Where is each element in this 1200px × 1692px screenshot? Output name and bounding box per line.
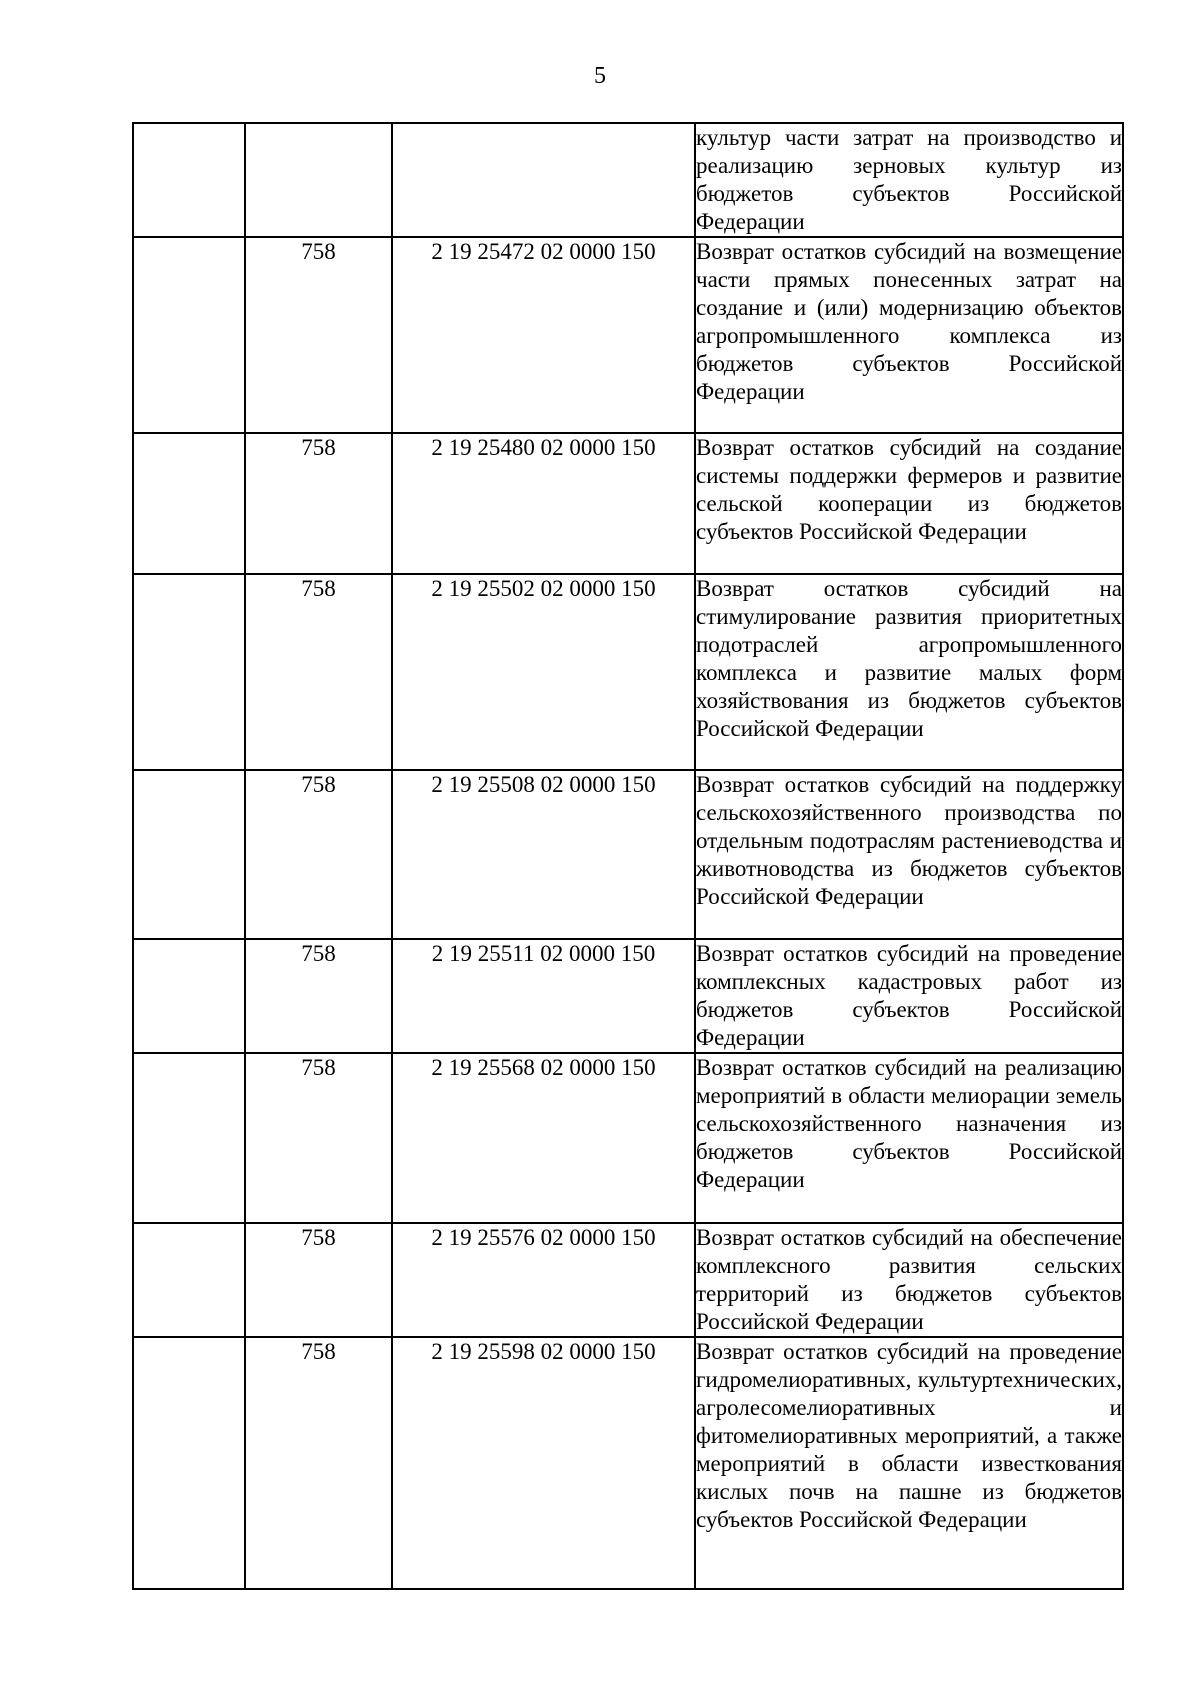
budget-classification-table: [132, 122, 1124, 1590]
description-cell: Возврат остатков субсидий на обеспечение комплексного развития сельских территорий из бюджетов субъектов Российской Федерации: [695, 1223, 1123, 1337]
table-row: [133, 770, 1123, 939]
description-cell: Возврат остатков субсидий на возмещение части прямых понесенных затрат на создание и (или) модернизацию объектов агропромышленного комплекса из бюджетов субъектов Российской Федерации: [695, 237, 1123, 433]
page-number: 5: [594, 63, 606, 89]
empty-cell: [133, 1223, 245, 1337]
admin-code-cell: 758: [245, 574, 392, 770]
table-row: [133, 574, 1123, 770]
kbk-code-cell: 2 19 25472 02 0000 150: [392, 237, 695, 433]
table-row: [133, 237, 1123, 433]
table-row: [133, 123, 1123, 237]
admin-code-cell: [245, 123, 392, 237]
empty-cell: [133, 1053, 245, 1223]
kbk-code-cell: 2 19 25568 02 0000 150: [392, 1053, 695, 1223]
description-cell: Возврат остатков субсидий на стимулирование развития приоритетных подотраслей агропромышленного комплекса и развитие малых форм хозяйствования из бюджетов субъектов Российской Федерации: [695, 574, 1123, 770]
table-row: [133, 1053, 1123, 1223]
table-row: [133, 939, 1123, 1053]
description-cell: Возврат остатков субсидий на создание системы поддержки фермеров и развитие сельской кооперации из бюджетов субъектов Российской Федерации: [695, 433, 1123, 574]
table-row: [133, 1337, 1123, 1589]
description-cell: культур части затрат на производство и реализацию зерновых культур из бюджетов субъектов Российской Федерации: [695, 123, 1123, 237]
empty-cell: [133, 574, 245, 770]
empty-cell: [133, 939, 245, 1053]
empty-cell: [133, 123, 245, 237]
admin-code-cell: 758: [245, 1053, 392, 1223]
kbk-code-cell: 2 19 25511 02 0000 150: [392, 939, 695, 1053]
empty-cell: [133, 770, 245, 939]
kbk-code-cell: 2 19 25502 02 0000 150: [392, 574, 695, 770]
empty-cell: [133, 433, 245, 574]
kbk-code-cell: 2 19 25598 02 0000 150: [392, 1337, 695, 1589]
description-cell: Возврат остатков субсидий на проведение комплексных кадастровых работ из бюджетов субъектов Российской Федерации: [695, 939, 1123, 1053]
kbk-code-cell: 2 19 25480 02 0000 150: [392, 433, 695, 574]
kbk-code-cell: [392, 123, 695, 237]
admin-code-cell: 758: [245, 433, 392, 574]
admin-code-cell: 758: [245, 237, 392, 433]
admin-code-cell: 758: [245, 1223, 392, 1337]
description-cell: Возврат остатков субсидий на проведение гидромелиоративных, культуртехнических, агролесомелиоративных и фитомелиоративных мероприятий, а также мероприятий в области известкования кислых почв на пашне из бюджетов субъектов Российской Федерации: [695, 1337, 1123, 1589]
kbk-code-cell: 2 19 25508 02 0000 150: [392, 770, 695, 939]
description-cell: Возврат остатков субсидий на поддержку сельскохозяйственного производства по отдельным подотраслям растениеводства и животноводства из бюджетов субъектов Российской Федерации: [695, 770, 1123, 939]
empty-cell: [133, 1337, 245, 1589]
description-cell: Возврат остатков субсидий на реализацию мероприятий в области мелиорации земель сельскохозяйственного назначения из бюджетов субъектов Российской Федерации: [695, 1053, 1123, 1223]
kbk-code-cell: 2 19 25576 02 0000 150: [392, 1223, 695, 1337]
admin-code-cell: 758: [245, 770, 392, 939]
admin-code-cell: 758: [245, 1337, 392, 1589]
admin-code-cell: 758: [245, 939, 392, 1053]
table-row: [133, 1223, 1123, 1337]
empty-cell: [133, 237, 245, 433]
table-row: [133, 433, 1123, 574]
